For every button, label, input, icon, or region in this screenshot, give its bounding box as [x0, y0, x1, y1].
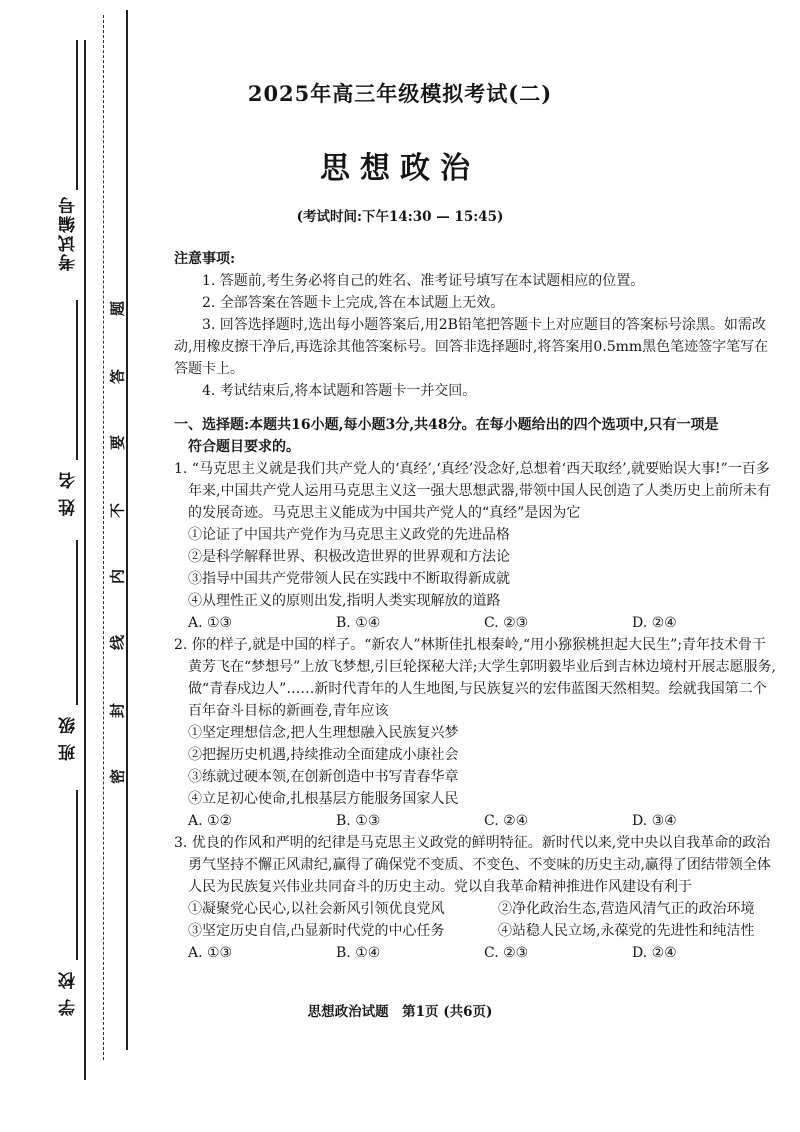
- seal-char: 答: [108, 369, 127, 385]
- choice-c: C. ②④: [484, 813, 529, 829]
- seal-char: 封: [108, 703, 127, 719]
- answer-choices: [174, 942, 780, 964]
- question-3: [174, 832, 780, 964]
- statement-option: ②是科学解释世界、积极改造世界的世界观和方法论: [188, 549, 510, 565]
- statement-option: ①凝聚党心民心,以社会新风引领优良党风: [188, 901, 445, 917]
- choice-c: C. ②③: [484, 945, 529, 961]
- seal-char: 要: [108, 435, 127, 451]
- section-title-line2: 符合题目要求的。: [188, 439, 300, 455]
- exam-number-label: 考试编号: [59, 195, 79, 271]
- section-title-line1: 一、选择题:本题共16小题,每小题3分,共48分。在每小题给出的四个选项中,只有一项是: [174, 417, 719, 433]
- margin-rule-left: [84, 40, 86, 1080]
- notice-item: 4. 考试结束后,将本试题和答题卡一并交回。: [202, 383, 477, 399]
- question-stem: 2. 你的样子,就是中国的样子。“新农人”林斯佳扎根秦岭,“用小猕猴桃担起大民生”;青年技术骨干黄芳飞在“梦想号”上放飞梦想,引巨轮探秘大洋;大学生郭明毅毕业后到吉林边境村开展志愿服务,做“青春戍边人”……新时代青年的人生地图,与民族复兴的宏伟蓝图天然相契。绘就我国第二个百年奋斗目标的新画卷,青年应该: [174, 637, 776, 719]
- notice-item: 3. 回答选择题时,选出每小题答案后,用2B铅笔把答题卡上对应题目的答案标号涂黑。如需改动,用橡皮擦干净后,再选涂其他答案标号。回答非选择题时,将答案用0.5mm黑色笔迹签字笔写在答题卡上。: [174, 317, 769, 377]
- choice-d: D. ③④: [632, 813, 677, 829]
- class-blank: [76, 540, 78, 705]
- statement-option: ①坚定理想信念,把人生理想融入民族复兴梦: [188, 725, 459, 741]
- seal-char: 密: [108, 769, 127, 785]
- school-blank: [76, 790, 78, 960]
- choice-d: D. ②④: [632, 615, 677, 631]
- statement-option: ②净化政治生态,营造风清气正的政治环境: [498, 901, 755, 917]
- choice-c: C. ②③: [484, 615, 529, 631]
- statement-option: ③练就过硬本领,在创新创造中书写青春华章: [188, 769, 459, 785]
- notice-item: 1. 答题前,考生务必将自己的姓名、准考证号填写在本试题相应的位置。: [202, 273, 645, 289]
- class-label: 班 级: [59, 715, 79, 761]
- statement-option: ②把握历史机遇,持续推动全面建成小康社会: [188, 747, 459, 763]
- question-stem: 1. “马克思主义就是我们共产党人的‘真经’,‘真经’没念好,总想着‘西天取经’,就要贻误大事!”一百多年来,中国共产党人运用马克思主义这一强大思想武器,带领中国人民创造了人类历史上前所未有的发展奇迹。马克思主义能成为中国共产党人的“真经”是因为它: [174, 461, 771, 521]
- statement-option: ③指导中国共产党带领人民在实践中不断取得新成就: [188, 571, 510, 587]
- seal-char: 内: [108, 569, 127, 585]
- school-label: 学 校: [59, 970, 79, 1016]
- answer-choices: [174, 612, 780, 634]
- subject-title: 思想政治: [320, 151, 480, 186]
- page-footer: 思想政治试题 第1页 (共6页): [307, 1004, 493, 1020]
- choice-a: A. ①③: [188, 615, 233, 631]
- notice-item: 2. 全部答案在答题卡上完成,答在本试题上无效。: [202, 295, 505, 311]
- question-1: [174, 458, 780, 634]
- statement-option: ③坚定历史自信,凸显新时代党的中心任务: [188, 923, 445, 939]
- notice-title: 注意事项:: [174, 251, 236, 267]
- section-title: [174, 414, 780, 458]
- statement-option: ④立足初心使命,扎根基层方能服务国家人民: [188, 791, 459, 807]
- exam-time: (考试时间:下午14:30 — 15:45): [296, 209, 504, 225]
- statement-option: ④站稳人民立场,永葆党的先进性和纯洁性: [498, 923, 755, 939]
- choice-a: A. ①②: [188, 813, 233, 829]
- seal-char: 线: [108, 635, 127, 651]
- choice-b: B. ①④: [336, 945, 381, 961]
- statement-option: ④从理性正义的原则出发,指明人类实现解放的道路: [188, 593, 501, 609]
- name-label: 姓 名: [59, 470, 79, 516]
- choice-b: B. ①③: [336, 813, 381, 829]
- exam-content: [174, 248, 780, 964]
- choice-a: A. ①③: [188, 945, 233, 961]
- seal-char: 题: [108, 301, 127, 317]
- question-stem: 3. 优良的作风和严明的纪律是马克思主义政党的鲜明特征。新时代以来,党中央以自我革命的政治勇气坚持不懈正风肃纪,赢得了确保党不变质、不变色、不变味的历史主动,赢得了团结带领全体人民为民族复兴伟业共同奋斗的历史主动。党以自我革命精神推进作风建设有利于: [174, 835, 771, 895]
- choice-b: B. ①④: [336, 615, 381, 631]
- choice-d: D. ②④: [632, 945, 677, 961]
- name-blank: [76, 300, 78, 460]
- question-2: [174, 634, 780, 832]
- statement-option: ①论证了中国共产党作为马克思主义政党的先进品格: [188, 527, 510, 543]
- seal-char: 不: [108, 503, 127, 519]
- statement-options-grid: [174, 898, 780, 942]
- exam-title: 2025年高三年级模拟考试(二): [247, 81, 553, 106]
- answer-choices: [174, 810, 780, 832]
